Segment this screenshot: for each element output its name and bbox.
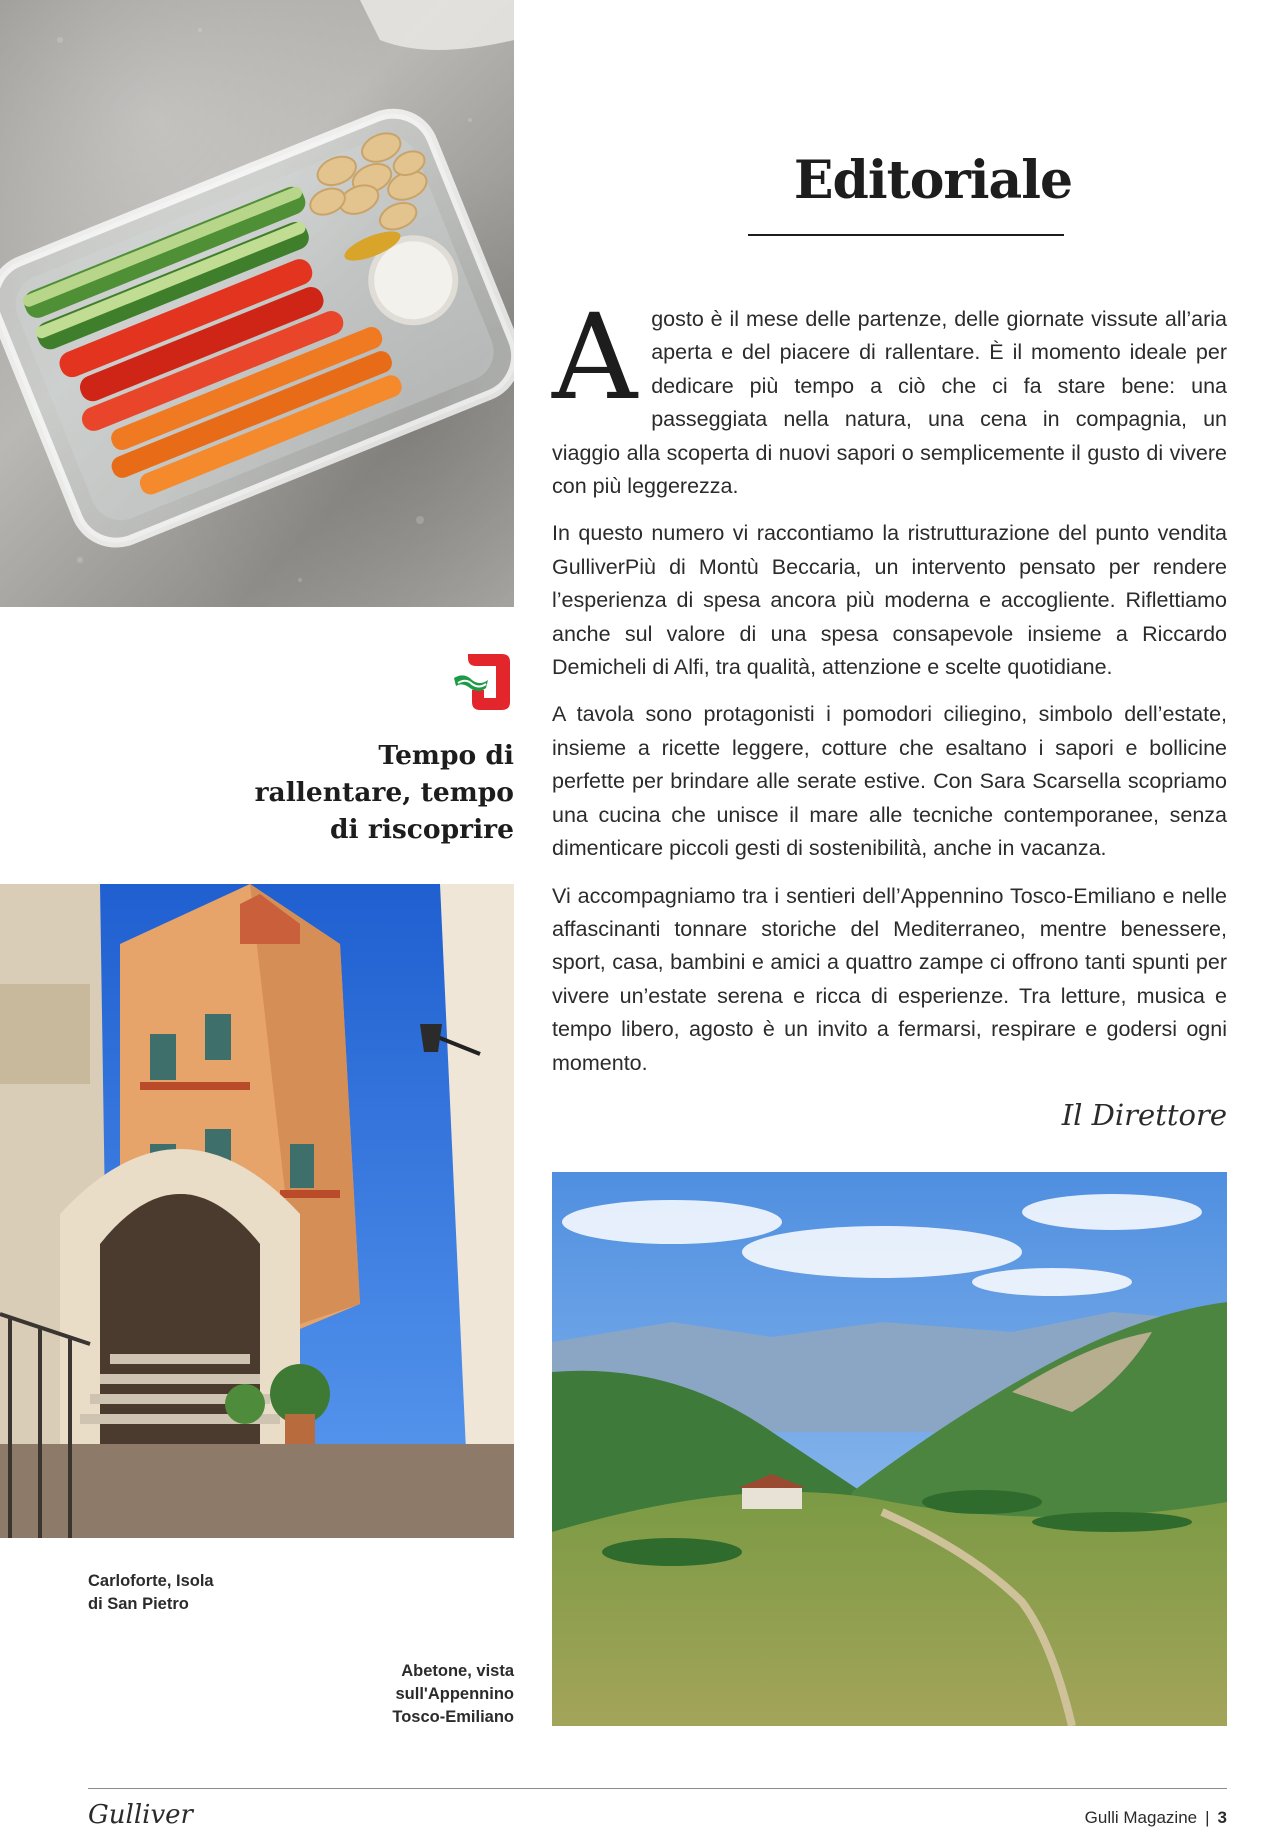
footer-brand-logo: Gulliver	[88, 1800, 193, 1830]
signature: Il Direttore	[1061, 1098, 1227, 1132]
title-divider	[748, 234, 1064, 236]
side-headline-line-2: rallentare, tempo	[254, 777, 514, 808]
carloforte-photo	[0, 884, 514, 1538]
gulliver-logo-icon	[450, 650, 514, 714]
food-photo	[0, 0, 514, 607]
paragraph-3: A tavola sono protagonisti i pomodori ciliegino, simbolo dell’estate, insieme a ricette leggere, cotture che esaltano i sapori e bollicine perfette per brindare alle serate estive. Con Sara Scarsella scopriamo una cucina che unisce il mare alle tecniche contemporanee, senza dimenticare piccoli gesti di sostenibilità, anche in vacanza.	[552, 702, 1227, 861]
caption-carloforte	[88, 1570, 328, 1616]
page-title: Editoriale	[793, 150, 1073, 211]
caption-abetone-line-1: Abetone, vista	[401, 1662, 514, 1680]
paragraph-1-text: gosto è il mese delle partenze, delle giornate vissute all’aria aperta e del piacere di rallentare. È il momento ideale per dedicare più tempo a ciò che ci fa stare bene: una passeggiata nella natura, una cena in compagnia, un viaggio alla scoperta di nuovi sapori o semplicemente il gusto di vivere con più leggerezza.	[552, 307, 1227, 499]
abetone-photo	[552, 1172, 1227, 1726]
page-number: 3	[1217, 1808, 1227, 1827]
paragraph-2: In questo numero vi raccontiamo la ristrutturazione del punto vendita GulliverPiù di Montù Beccaria, un intervento pensato per rendere l’esperienza di spesa ancora più moderna e accogliente. Riflettiamo anche sul valore di una spesa consapevole insieme a Riccardo Demicheli di Alfi, tra qualità, attenzione e scelte quotidiane.	[552, 521, 1227, 680]
footer-page-info	[1085, 1808, 1227, 1828]
caption-abetone-line-2: sull'Appennino	[395, 1685, 514, 1703]
editorial-body	[552, 288, 1227, 1094]
food-container-illustration	[0, 0, 514, 607]
side-headline-line-1: Tempo di	[378, 740, 514, 771]
footer-separator: |	[1205, 1808, 1210, 1827]
caption-abetone	[300, 1660, 514, 1729]
caption-carloforte-line-1: Carloforte, Isola	[88, 1572, 214, 1590]
caption-carloforte-line-2: di San Pietro	[88, 1595, 189, 1613]
paragraph-4: Vi accompagniamo tra i sentieri dell’Appennino Tosco-Emiliano e nelle affascinanti tonnare storiche del Mediterraneo, mentre benessere, sport, casa, bambini e amici a quattro zampe ci offrono tanti spunti per vivere un’estate serena e ricca di esperienze. Tra letture, musica e tempo libero, agosto è un invito a fermarsi, respirare e godersi ogni momento.	[552, 883, 1227, 1075]
paragraph-1	[552, 288, 1227, 503]
footer-magazine-name: Gulli Magazine	[1084, 1808, 1198, 1827]
side-headline-line-3: di riscoprire	[330, 814, 514, 845]
footer-divider	[88, 1788, 1227, 1789]
caption-abetone-line-3: Tosco-Emiliano	[392, 1708, 514, 1726]
drop-cap: A	[552, 288, 638, 426]
side-headline	[200, 737, 514, 848]
